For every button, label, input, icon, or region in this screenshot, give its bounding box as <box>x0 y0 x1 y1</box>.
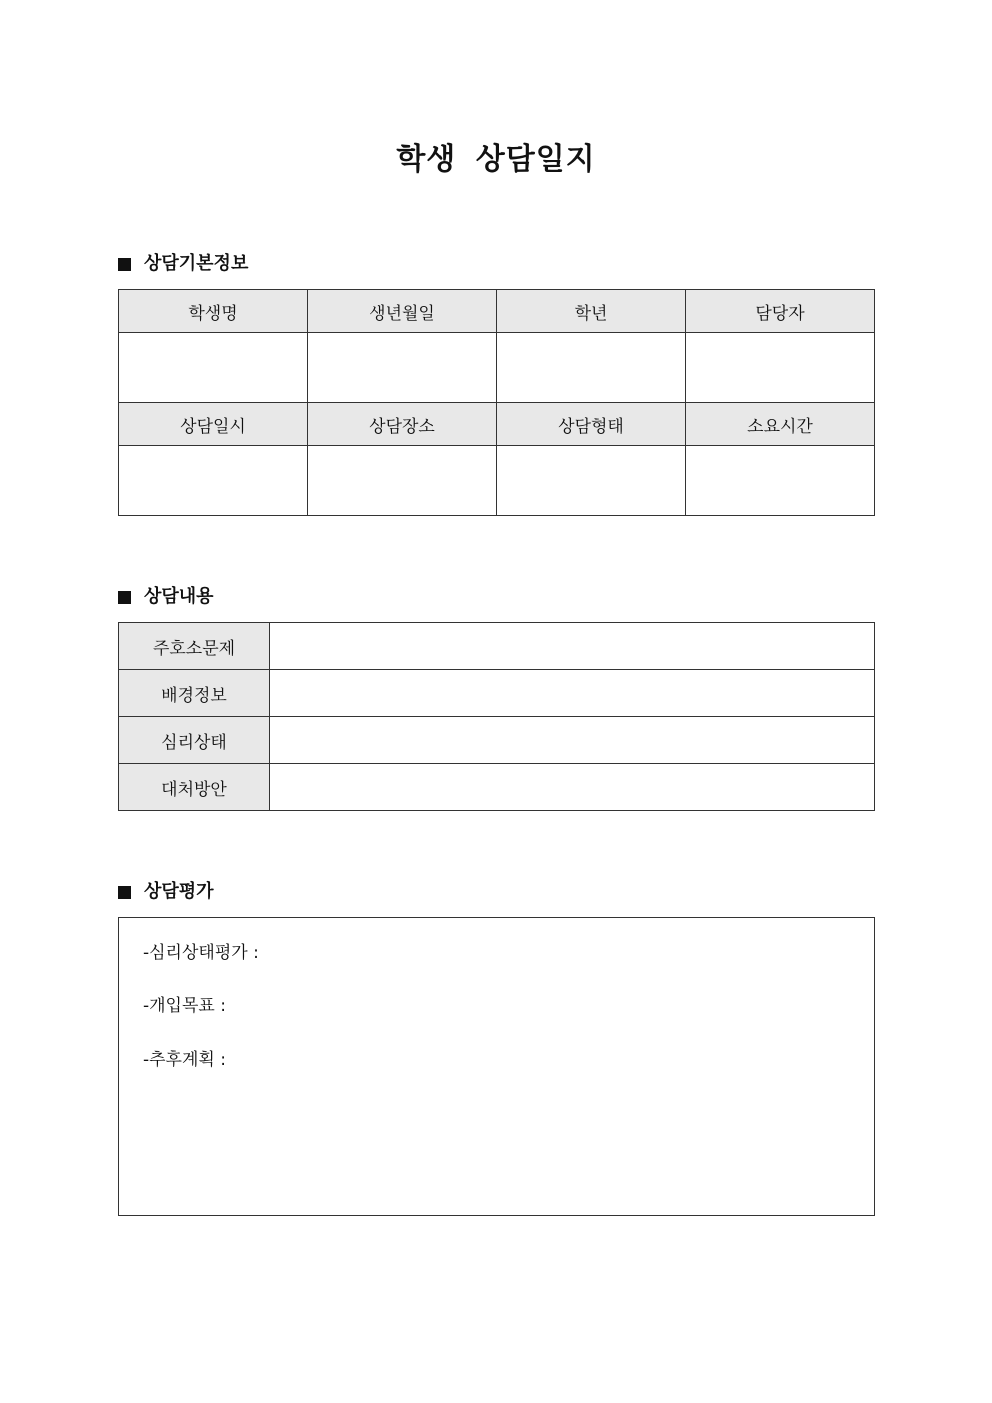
header-session-type: 상담형태 <box>497 403 686 446</box>
mental-state-field[interactable] <box>270 717 875 764</box>
header-grade: 학년 <box>497 290 686 333</box>
label-mental-state: 심리상태 <box>119 717 270 764</box>
main-complaint-field[interactable] <box>270 623 875 670</box>
section-heading-content-label: 상담내용 <box>144 586 214 607</box>
square-bullet-icon <box>118 886 131 899</box>
section-heading-evaluation-label: 상담평가 <box>144 881 214 902</box>
table-row <box>119 764 875 811</box>
table-row <box>119 717 875 764</box>
basic-info-table <box>118 289 875 516</box>
label-background-info: 배경정보 <box>119 670 270 717</box>
eval-followup-plan-line: -추후계획 : <box>143 1050 226 1070</box>
label-main-complaint: 주호소문제 <box>119 623 270 670</box>
header-birthdate: 생년월일 <box>308 290 497 333</box>
table-row <box>119 623 875 670</box>
section-heading-evaluation <box>118 880 214 904</box>
background-info-field[interactable] <box>270 670 875 717</box>
square-bullet-icon <box>118 591 131 604</box>
session-type-field[interactable] <box>497 446 686 516</box>
eval-mental-state-line: -심리상태평가 : <box>143 943 259 963</box>
label-coping-plan: 대처방안 <box>119 764 270 811</box>
coping-plan-field[interactable] <box>270 764 875 811</box>
table-row <box>119 446 875 516</box>
section-heading-basic-label: 상담기본정보 <box>144 253 249 274</box>
table-row <box>119 290 875 333</box>
session-datetime-field[interactable] <box>119 446 308 516</box>
header-student-name: 학생명 <box>119 290 308 333</box>
section-heading-content <box>118 585 214 609</box>
counselor-field[interactable] <box>686 333 875 403</box>
session-place-field[interactable] <box>308 446 497 516</box>
content-table <box>118 622 875 811</box>
evaluation-box[interactable] <box>118 917 875 1216</box>
eval-intervention-goal-line: -개입목표 : <box>143 996 226 1016</box>
page-title: 학생 상담일지 <box>396 142 596 177</box>
header-duration: 소요시간 <box>686 403 875 446</box>
birthdate-field[interactable] <box>308 333 497 403</box>
duration-field[interactable] <box>686 446 875 516</box>
section-heading-basic <box>118 252 248 276</box>
student-name-field[interactable] <box>119 333 308 403</box>
header-counselor: 담당자 <box>686 290 875 333</box>
table-row <box>119 670 875 717</box>
header-session-datetime: 상담일시 <box>119 403 308 446</box>
table-row <box>119 333 875 403</box>
square-bullet-icon <box>118 258 131 271</box>
table-row <box>119 403 875 446</box>
header-session-place: 상담장소 <box>308 403 497 446</box>
grade-field[interactable] <box>497 333 686 403</box>
